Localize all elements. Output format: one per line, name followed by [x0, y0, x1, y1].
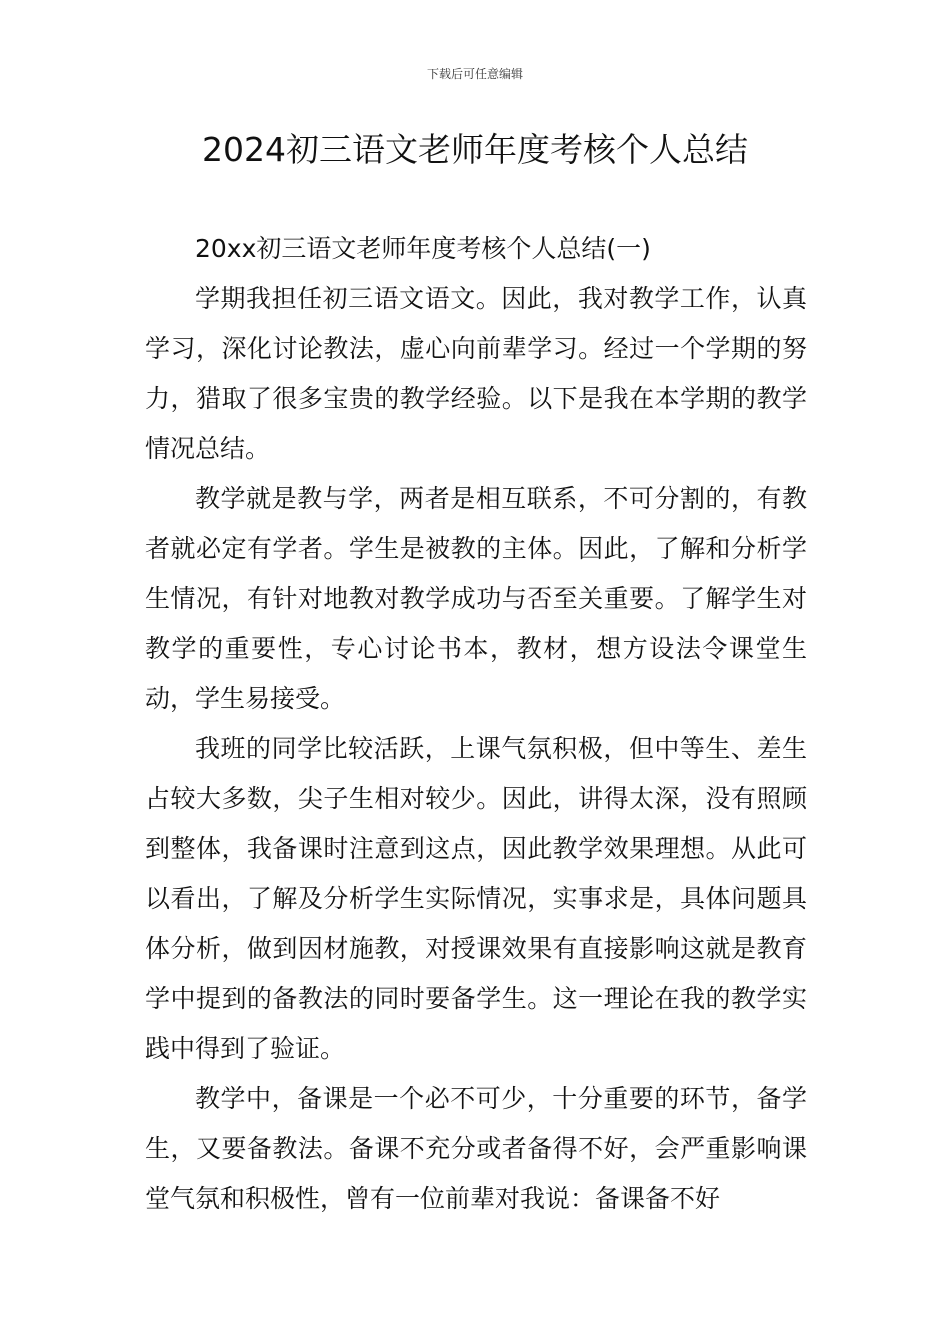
- paragraph-1: 学期我担任初三语文语文。因此，我对教学工作，认真学习，深化讨论教法，虚心向前辈学习。经过一个学期的努力，猎取了很多宝贵的教学经验。以下是我在本学期的教学情况总结。: [145, 284, 807, 463]
- section-heading: 20xx初三语文老师年度考核个人总结(一): [195, 234, 651, 263]
- document-title: 2024初三语文老师年度考核个人总结: [202, 130, 748, 169]
- paragraph-2: 教学就是教与学，两者是相互联系，不可分割的，有教者就必定有学者。学生是被教的主体。因此，了解和分析学生情况，有针对地教对教学成功与否至关重要。了解学生对教学的重要性，专心讨论书本，教材，想方设法令课堂生动，学生易接受。: [145, 484, 807, 713]
- header-note: 下载后可任意编辑: [426, 67, 523, 81]
- paragraph-3: 我班的同学比较活跃，上课气氛积极，但中等生、差生占较大多数，尖子生相对较少。因此，讲得太深，没有照顾到整体，我备课时注意到这点，因此教学效果理想。从此可以看出，了解及分析学生实际情况，实事求是，具体问题具体分析，做到因材施教，对授课效果有直接影响这就是教育学中提到的备教法的同时要备学生。这一理论在我的教学实践中得到了验证。: [145, 734, 807, 1063]
- document-body: [145, 224, 807, 1224]
- paragraph-4: 教学中，备课是一个必不可少，十分重要的环节，备学生，又要备教法。备课不充分或者备得不好，会严重影响课堂气氛和积极性，曾有一位前辈对我说：备课备不好: [145, 1084, 807, 1213]
